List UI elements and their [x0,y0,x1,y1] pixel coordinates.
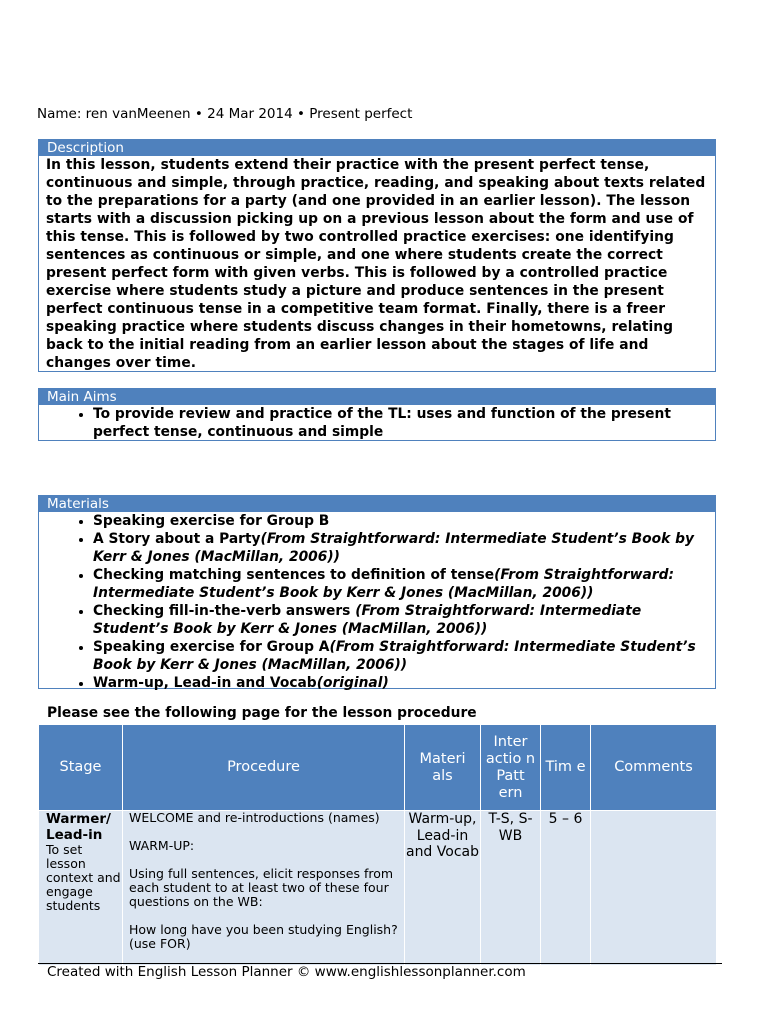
material-item [93,566,709,602]
material-title: A Story about a Party [93,531,261,547]
material-item [93,602,709,638]
materials-list [39,512,709,692]
stage-title: Warmer/ Lead-in [46,811,111,843]
main-aims-box [38,388,716,441]
main-aims-list [39,405,709,441]
header-procedure: Procedure [123,725,405,811]
material-source: (From Straightforward: Intermediate Student’s Book by Kerr & Jones (MacMillan, 2006)) [93,603,642,637]
header-time: Tim e [541,725,591,811]
table-header-row [39,725,717,811]
material-title: Warm-up, Lead-in and Vocab [93,675,317,691]
table-row [39,811,717,966]
footer-text: Created with English Lesson Planner © www.englishlessonplanner.com [47,964,526,980]
material-source: (From Straightforward: Intermediate Student’s Book by Kerr & Jones (MacMillan, 2006)) [93,567,674,601]
procedure-line: Using full sentences, elicit responses from each student to at least two of these four questions on the WB: [129,866,394,909]
header-interaction: Inter actio n Patt ern [481,725,541,811]
material-source: (original) [316,675,389,691]
interaction-cell [481,811,541,966]
material-source: (From Straightforward: Intermediate Student’s Book by Kerr & Jones (MacMillan, 2006)) [93,531,694,565]
material-item [93,638,709,674]
time-cell [541,811,591,966]
material-title: Speaking exercise for Group A [93,639,330,655]
materials-heading: Materials [39,496,715,512]
stage-aim: To set lesson context and engage students [46,842,121,913]
row-interaction: T-S, S-WB [488,811,533,844]
comments-cell [591,811,717,966]
material-title: Checking matching sentences to definition of tense [93,567,495,583]
description-box [38,139,716,372]
materials-cell [405,811,481,966]
main-aims-heading: Main Aims [39,389,715,405]
material-title: Checking fill-in-the-verb answers [93,603,356,619]
header-name-line: Name: ren vanMeenen • 24 Mar 2014 • Present perfect [37,106,413,122]
row-materials: Warm-up, Lead-in and Vocab [405,811,479,860]
stage-cell [39,811,123,966]
procedure-line: How long have you been studying English? (use FOR) [129,922,398,951]
header-stage: Stage [39,725,123,811]
material-item [93,512,709,530]
procedure-note: Please see the following page for the lesson procedure [47,705,477,721]
header-materials: Materi als [405,725,481,811]
row-time: 5 – 6 [548,811,583,827]
procedure-table [38,724,717,966]
description-heading: Description [39,140,715,156]
header-comments: Comments [591,725,717,811]
procedure-line: WARM-UP: [129,838,195,853]
material-title: Speaking exercise for Group B [93,513,330,529]
material-source: (From Straightforward: Intermediate Student’s Book by Kerr & Jones (MacMillan, 2006)) [93,639,696,673]
procedure-line: WELCOME and re-introductions (names) [129,810,380,825]
material-item [93,674,709,692]
materials-box [38,495,716,689]
main-aim-item: • To provide review and practice of the TL: uses and function of the present perfect tense, continuous and simple [93,405,709,441]
description-text: In this lesson, students extend their practice with the present perfect tense, continuous and simple, through practice, reading, and speaking about texts related to the preparations for a party (and one provided in an earlier lesson). The lesson starts with a discussion picking up on a previous lesson about the form and use of this tense. This is followed by two controlled practice exercises: one identifying sentences as continuous or simple, and one where students create the correct present perfect form with given verbs. This is followed by a controlled practice exercise where students study a picture and produce sentences in the present perfect continuous tense in a competitive team format. Finally, there is a freer speaking practice where students discuss changes in their hometowns, relating back to the initial reading from an earlier lesson about the stages of life and changes over time. [46,157,706,371]
procedure-cell [123,811,405,966]
material-item [93,530,709,566]
